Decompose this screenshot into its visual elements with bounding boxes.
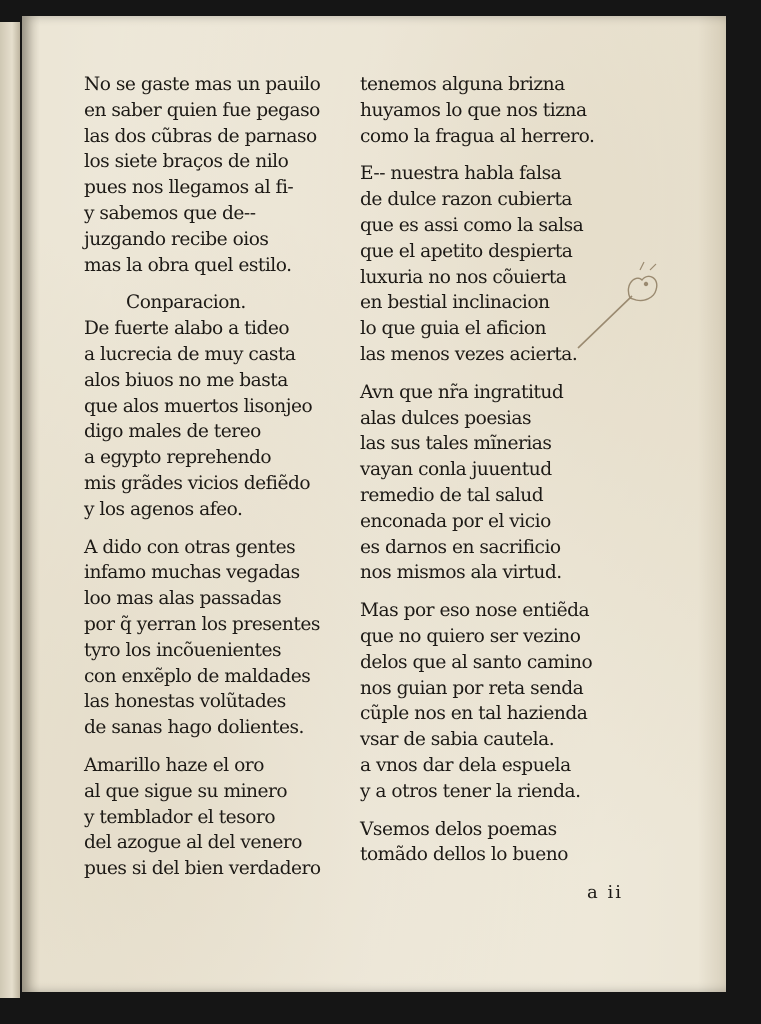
marginal-hand-drawing-icon (570, 244, 670, 354)
verse-line: con enxẽplo de maldades (84, 665, 311, 687)
verse-line: delos que al santo camino (360, 651, 593, 673)
verse-line: al que sigue su minero (84, 780, 288, 802)
verse-line: los siete braços de nilo (84, 151, 289, 173)
signature-mark: a ii (587, 882, 623, 903)
verse-line: Mas por eso nose entiẽda (360, 600, 590, 622)
verse-line: tyro los incõuenientes (84, 639, 281, 661)
verse-line: y sabemos que de-- (84, 202, 256, 224)
verse-line: loo mas alas passadas (84, 588, 282, 610)
verse-line: luxuria no nos cõuierta (360, 266, 567, 288)
verse-line: digo males de tereo (84, 421, 261, 443)
verse-line: enconada por el vicio (360, 510, 551, 532)
left-column (84, 72, 384, 894)
verse-line: pues si del bien verdadero (84, 858, 321, 880)
verse-line: cũple nos en tal hazienda (360, 703, 588, 725)
verse-line: las sus tales mĩnerias (360, 433, 552, 455)
stanza (84, 753, 384, 882)
verse-line: en bestial inclinacion (360, 292, 550, 314)
verse-line: en saber quien fue pegaso (84, 99, 320, 121)
book-page (22, 16, 726, 992)
verse-line: tenemos alguna brizna (360, 74, 565, 95)
verse-line: a vnos dar dela espuela (360, 754, 571, 776)
verse-line: nos guian por reta senda (360, 677, 584, 699)
verse-line: tomãdo dellos lo bueno (360, 844, 568, 866)
verse-line: las dos cũbras de parnaso (84, 125, 317, 147)
facing-page-edge (0, 22, 20, 998)
verse-line: alas dulces poesias (360, 407, 531, 429)
verse-line: que es assi como la salsa (360, 214, 584, 236)
verse-line: vayan conla juuentud (360, 459, 552, 481)
verse-line: a egypto reprehendo (84, 447, 272, 469)
verse-line: del azogue al del venero (84, 832, 302, 854)
verse-line: pues nos llegamos al fi- (84, 177, 294, 199)
verse-line: vsar de sabia cautela. (360, 729, 555, 751)
verse-line: como la fragua al herrero. (360, 125, 595, 147)
verse-line: huyamos lo que nos tizna (360, 99, 587, 121)
verse-line: es darnos en sacrificio (360, 536, 561, 558)
verse-line: y a otros tener la rienda. (360, 780, 581, 802)
verse-line: que no quiero ser vezino (360, 625, 581, 647)
verse-line: de sanas hago dolientes. (84, 717, 304, 739)
verse-line: mas la obra quel estilo. (84, 254, 292, 276)
verse-line: que alos muertos lisonjeo (84, 395, 313, 417)
stanza (84, 535, 384, 741)
stanza (360, 817, 660, 869)
verse-line: remedio de tal salud (360, 484, 544, 506)
verse-line: por q̃ yerran los presentes (84, 613, 320, 635)
verse-line: y temblador el tesoro (84, 806, 276, 828)
verse-line: de dulce razon cubierta (360, 189, 573, 211)
verse-line: Amarillo haze el oro (84, 754, 264, 776)
verse-line: infamo muchas vegadas (84, 562, 300, 584)
verse-line: y los agenos afeo. (84, 498, 243, 520)
verse-line: Avn que nr̃a ingratitud (360, 381, 564, 403)
verse-line: que el apetito despierta (360, 240, 573, 262)
verse-line: a lucrecia de muy casta (84, 343, 296, 365)
stanza (360, 598, 660, 804)
verse-line: las honestas volũtades (84, 691, 286, 713)
verse-line: mis grãdes vicios defiẽdo (84, 472, 311, 494)
verse-line: alos biuos no me basta (84, 369, 288, 391)
verse-line: las menos vezes acierta. (360, 343, 578, 365)
verse-line: juzgando recibe oios (84, 228, 269, 250)
verse-line: E-- nuestra habla falsa (360, 163, 562, 185)
stanza (360, 380, 660, 586)
stanza (84, 72, 384, 278)
verse-line: No se gaste mas un pauilo (84, 74, 321, 95)
stanza (360, 72, 660, 149)
verse-line: De fuerte alabo a tideo (84, 318, 290, 340)
section-heading: Conparacion. (126, 292, 246, 314)
verse-line: lo que guia el aficion (360, 318, 546, 340)
stanza (84, 290, 384, 522)
right-column (360, 72, 660, 880)
verse-line: Vsemos delos poemas (360, 818, 557, 840)
verse-line: A dido con otras gentes (84, 536, 296, 558)
verse-line: nos mismos ala virtud. (360, 562, 562, 584)
